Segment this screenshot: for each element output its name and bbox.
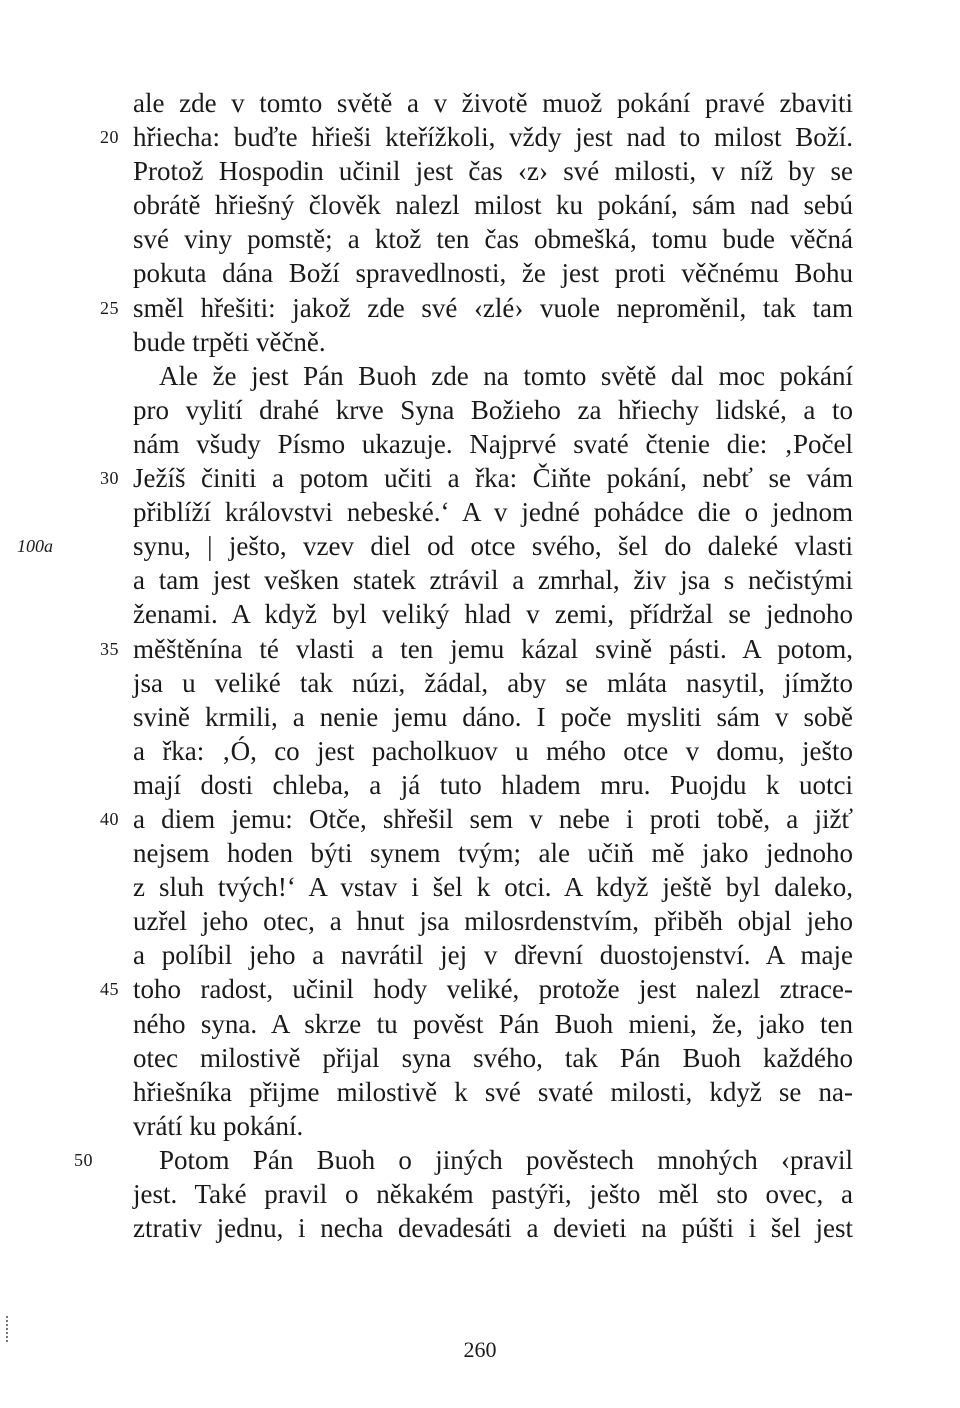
line-text: jsa u veliké tak núzi, žádal, aby se mláta nasytil, jímžto	[133, 667, 853, 698]
text-line	[100, 972, 853, 1006]
text-line	[133, 836, 853, 870]
text-line	[133, 222, 853, 256]
line-number: 35	[100, 638, 119, 659]
text-line	[133, 563, 853, 597]
text-line	[133, 359, 853, 393]
line-text: nám všudy Písmo ukazuje. Najprvé svaté čtenie die: ‚Počel	[133, 428, 853, 459]
text-line	[100, 291, 853, 325]
line-text: otec milostivě přijal syna svého, tak Pán Buoh každého	[133, 1042, 853, 1073]
text-line	[133, 393, 853, 427]
body-text	[17, 86, 853, 1245]
folio-reference: 100a	[17, 536, 53, 557]
line-number: 45	[100, 979, 119, 1000]
line-text: ale zde v tomto světě a v životě muož pokání pravé zbaviti	[133, 88, 853, 118]
line-text: nejsem hoden býti synem tvým; ale učiň mě jako jednoho	[133, 838, 853, 869]
text-line	[133, 1109, 853, 1143]
page-number: 260	[463, 1337, 497, 1362]
text-line	[133, 188, 853, 222]
text-line	[133, 325, 853, 359]
text-line	[133, 700, 853, 734]
line-text: vrátí ku pokání.	[133, 1110, 304, 1141]
line-text: Ježíš činiti a potom učiti a řka: Čiňte pokání, nebť se vám	[133, 463, 853, 494]
text-line	[133, 1075, 853, 1109]
line-text: Ale že jest Pán Buoh zde na tomto světě dal moc pokání	[159, 360, 853, 391]
line-text: bude trpěti věčně.	[133, 326, 326, 357]
line-text: synu, | ješto, vzev diel od otce svého, šel do daleké vlasti	[133, 531, 853, 562]
line-text: hřiešníka přijme milostivě k své svaté milosti, když se na-	[133, 1076, 853, 1107]
text-line	[133, 1007, 853, 1041]
text-line	[133, 1177, 853, 1211]
line-text: Potom Pán Buoh o jiných pověstech mnohých ‹pravil	[159, 1144, 853, 1175]
line-text: a políbil jeho a navrátil jej v dřevní duostojenství. A maje	[133, 940, 853, 971]
text-line	[133, 938, 853, 972]
line-text: a diem jemu: Otče, shřešil sem v nebe i proti tobě, a jižť	[133, 803, 853, 834]
text-line	[133, 904, 853, 938]
text-line	[100, 632, 853, 666]
line-text: jest. Také pravil o někakém pastýři, ješto měl sto ovec, a	[133, 1179, 853, 1209]
line-text: uzřel jeho otec, a hnut jsa milosrdenstvím, přiběh objal jeho	[133, 906, 853, 937]
line-text: směl hřešiti: jakož zde své ‹zlé› vuole neproměnil, tak tam	[133, 292, 853, 323]
line-number: 40	[100, 808, 119, 829]
text-line	[133, 870, 853, 904]
line-text: obrátě hřiešný člověk nalezl milost ku pokání, sám nad sebú	[133, 190, 853, 221]
text-line	[133, 154, 853, 188]
line-number: 20	[100, 127, 119, 148]
line-number: 25	[100, 297, 119, 318]
text-line	[133, 734, 853, 768]
text-line	[17, 529, 853, 563]
text-line	[100, 802, 853, 836]
text-line	[133, 256, 853, 290]
line-text: pro vylití drahé krve Syna Božieho za hřiechy lidské, a to	[133, 394, 853, 425]
text-line	[133, 495, 853, 529]
line-text: pokuta dána Boží spravedlnosti, že jest proti věčnému Bohu	[133, 258, 853, 289]
line-text: měštěnína té vlasti a ten jemu kázal svině pásti. A potom,	[133, 633, 853, 664]
line-text: a tam jest vešken statek ztrávil a zmrhal, živ jsa s nečistými	[133, 565, 853, 596]
line-text: ženami. A když byl veliký hlad v zemi, přídržal se jednoho	[133, 599, 853, 630]
text-line	[133, 1211, 853, 1245]
text-line	[100, 461, 853, 495]
text-line	[133, 666, 853, 700]
line-number: 50	[74, 1149, 93, 1170]
text-line	[133, 768, 853, 802]
text-line	[133, 86, 853, 120]
text-line	[133, 427, 853, 461]
line-number: 30	[100, 468, 119, 489]
line-text: z sluh tvých!‘ A vstav i šel k otci. A když ještě byl daleko,	[133, 872, 853, 903]
line-text: svině krmili, a nenie jemu dáno. I poče mysliti sám v sobě	[133, 701, 853, 732]
line-text: toho radost, učinil hody veliké, protože jest nalezl ztrace-	[133, 974, 853, 1005]
line-text: své viny pomstě; a ktož ten čas obmešká, tomu bude věčná	[133, 224, 853, 255]
line-text: ztrativ jednu, i necha devadesáti a devieti na púšti i šel jest	[133, 1213, 853, 1244]
text-line	[133, 1041, 853, 1075]
text-line	[133, 597, 853, 631]
line-text: hřiecha: buďte hřieši kteřížkoli, vždy jest nad to milost Boží.	[133, 122, 853, 153]
line-text: mají dosti chleba, a já tuto hladem mru. Puojdu k uotci	[133, 769, 853, 800]
line-text: Protož Hospodin učinil jest čas ‹z› své milosti, v níž by se	[133, 156, 853, 187]
text-line	[100, 120, 853, 154]
text-line	[74, 1143, 853, 1177]
line-text: a řka: ‚Ó, co jest pacholkuov u mého otce v domu, ješto	[133, 735, 853, 766]
line-text: přiblíží královstvi nebeské.‘ A v jedné pohádce die o jednom	[133, 497, 853, 528]
line-text: ného syna. A skrze tu pověst Pán Buoh mieni, že, jako ten	[133, 1008, 853, 1039]
